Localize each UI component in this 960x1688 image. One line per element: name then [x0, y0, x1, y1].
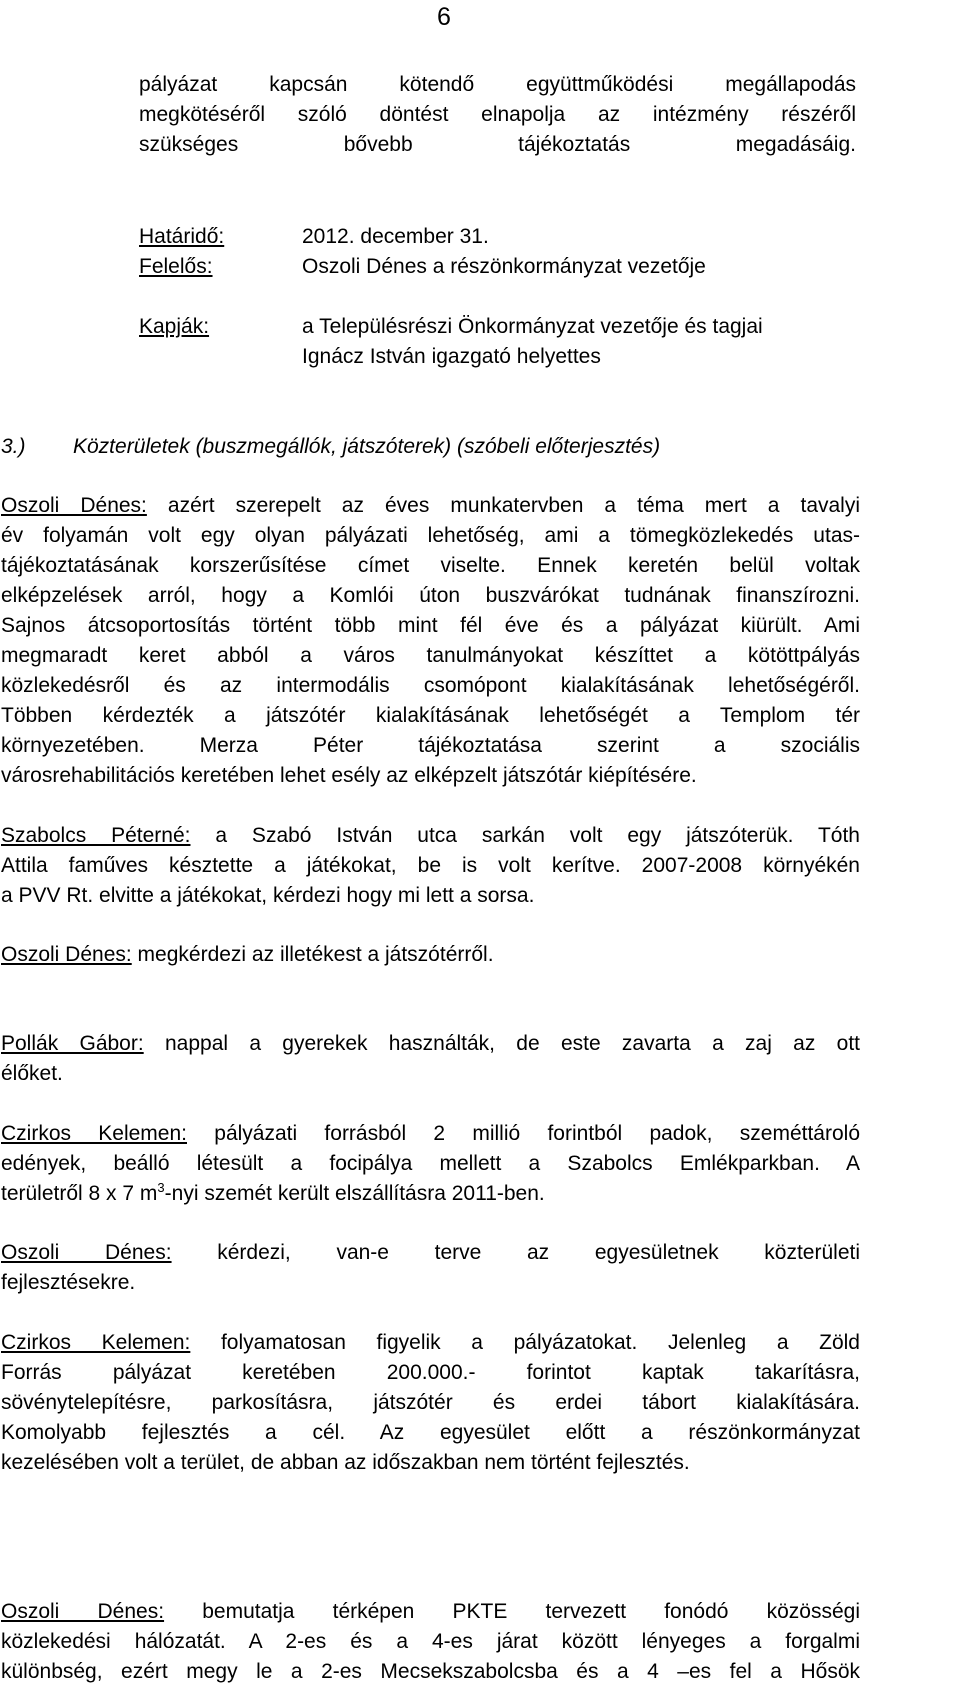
paragraph-text: a PVV Rt. elvitte a játékokat, kérdezi hogy mi lett a sorsa. [1, 884, 535, 907]
recipients-label: Kapják: [139, 315, 210, 338]
paragraph-text: sövénytelepítésre, parkosításra, játszótér és erdei tábort kialakítására. [1, 1391, 860, 1414]
page-number: 6 [437, 3, 451, 31]
superscript: 3 [157, 1180, 165, 1195]
recipients-line: Ignácz István igazgató helyettes [302, 345, 601, 368]
paragraph-text: városrehabilitációs keretében lehet esély az elképzelt játszótár kiépítésére. [1, 764, 697, 787]
paragraph-text: bemutatja térképen PKTE tervezett fonódó közösségi [164, 1600, 860, 1623]
deadline-label: Határidő: [139, 225, 225, 248]
paragraph-text: -nyi szemét került elszállításra 2011-ben. [164, 1182, 545, 1205]
intro-line: pályázat kapcsán kötendő együttműködési megállapodás [139, 73, 856, 96]
minutes-paragraph [1, 1119, 860, 1209]
minutes-paragraph [1, 1238, 860, 1298]
intro-line: szükséges bővebb tájékoztatás megadásáig. [139, 133, 856, 156]
minutes-paragraph [1, 1328, 860, 1478]
paragraph-text: területről 8 x 7 m [1, 1182, 158, 1205]
paragraph-text: Sajnos átcsoportosítás történt több mint fél éve és a pályázat kiürült. Ami [1, 614, 860, 637]
paragraph-text: fejlesztésekre. [1, 1271, 136, 1294]
paragraph-text: elképzelések arról, hogy a Komlói úton buszvárókat tudnának finanszírozni. [1, 584, 860, 607]
agenda-number: 3.) [1, 435, 26, 458]
speaker-name: Czirkos Kelemen: [1, 1331, 191, 1354]
intro-line: megkötéséről szóló döntést elnapolja az intézmény részéről [139, 103, 856, 126]
paragraph-text: edények, beálló létesült a focipálya mellett a Szabolcs Emlékparkban. A [1, 1152, 860, 1175]
paragraph-text: kérdezi, van-e terve az egyesületnek közterületi [171, 1241, 860, 1264]
speaker-name: Oszoli Dénes: [1, 1241, 172, 1264]
intro-paragraph [139, 70, 856, 160]
minutes-paragraph [1, 821, 860, 911]
paragraph-text: élőket. [1, 1062, 63, 1085]
paragraph-text: környezetében. Merza Péter tájékoztatása szerint a szociális [1, 734, 860, 757]
paragraph-text: kezelésében volt a terület, de abban az időszakban nem történt fejlesztés. [1, 1451, 690, 1474]
paragraph-text: megkérdezi az illetékest a játszótérről. [131, 943, 494, 966]
paragraph-text: Komolyabb fejlesztés a cél. Az egyesület előtt a részönkormányzat [1, 1421, 860, 1444]
paragraph-text: közlekedési hálózatát. A 2-es és a 4-es járat között lényeges a forgalmi [1, 1630, 860, 1653]
speaker-name: Oszoli Dénes: [1, 1600, 165, 1623]
recipients-line: a Településrészi Önkormányzat vezetője és tagjai [302, 315, 763, 338]
paragraph-text: közlekedésről és az intermodális csomópont kialakításának lehetőségéről. [1, 674, 860, 697]
minutes-paragraph [1, 491, 860, 791]
paragraph-text: Forrás pályázat keretében 200.000.- forintot kaptak takarításra, [1, 1361, 860, 1384]
paragraph-text: Többen kérdezték a játszótér kialakításának lehetőségét a Templom tér [1, 704, 860, 727]
paragraph-text: azért szerepelt az éves munkatervben a téma mert a tavalyi [146, 494, 860, 517]
minutes-paragraph [1, 940, 860, 970]
paragraph-text: tájékoztatásának korszerűsítése címet viselte. Ennek keretén belül voltak [1, 554, 860, 577]
minutes-paragraph [1, 1597, 860, 1687]
speaker-name: Oszoli Dénes: [1, 494, 147, 517]
speaker-name: Czirkos Kelemen: [1, 1122, 187, 1145]
responsible-label: Felelős: [139, 255, 213, 278]
agenda-title: Közterületek (buszmegállók, játszóterek) (szóbeli előterjesztés) [73, 435, 661, 458]
paragraph-text: Attila faműves késztette a játékokat, be is volt kerítve. 2007-2008 környékén [1, 854, 860, 877]
speaker-name: Oszoli Dénes: [1, 943, 132, 966]
paragraph-text: folyamatosan figyelik a pályázatokat. Jelenleg a Zöld [190, 1331, 860, 1354]
responsible-value: Oszoli Dénes a részönkormányzat vezetője [302, 255, 706, 278]
minutes-paragraph [1, 1029, 860, 1089]
paragraph-text: pályázati forrásból 2 millió forintból padok, szeméttároló [187, 1122, 860, 1145]
speaker-name: Szabolcs Péterné: [1, 824, 191, 847]
deadline-value: 2012. december 31. [302, 225, 489, 248]
paragraph-text: megmaradt keret abból a város tanulmányokat készíttet a kötöttpályás [1, 644, 860, 667]
paragraph-text: év folyamán volt egy olyan pályázati lehetőség, ami a tömegközlekedés utas- [1, 524, 860, 547]
speaker-name: Pollák Gábor: [1, 1032, 144, 1055]
paragraph-text: a Szabó István utca sarkán volt egy játszóterük. Tóth [190, 824, 860, 847]
paragraph-text: különbség, ezért megy le a 2-es Mecsekszabolcsba és a 4 –es fel a Hősök [1, 1660, 860, 1683]
paragraph-text: nappal a gyerekek használták, de este zavarta a zaj az ott [143, 1032, 860, 1055]
